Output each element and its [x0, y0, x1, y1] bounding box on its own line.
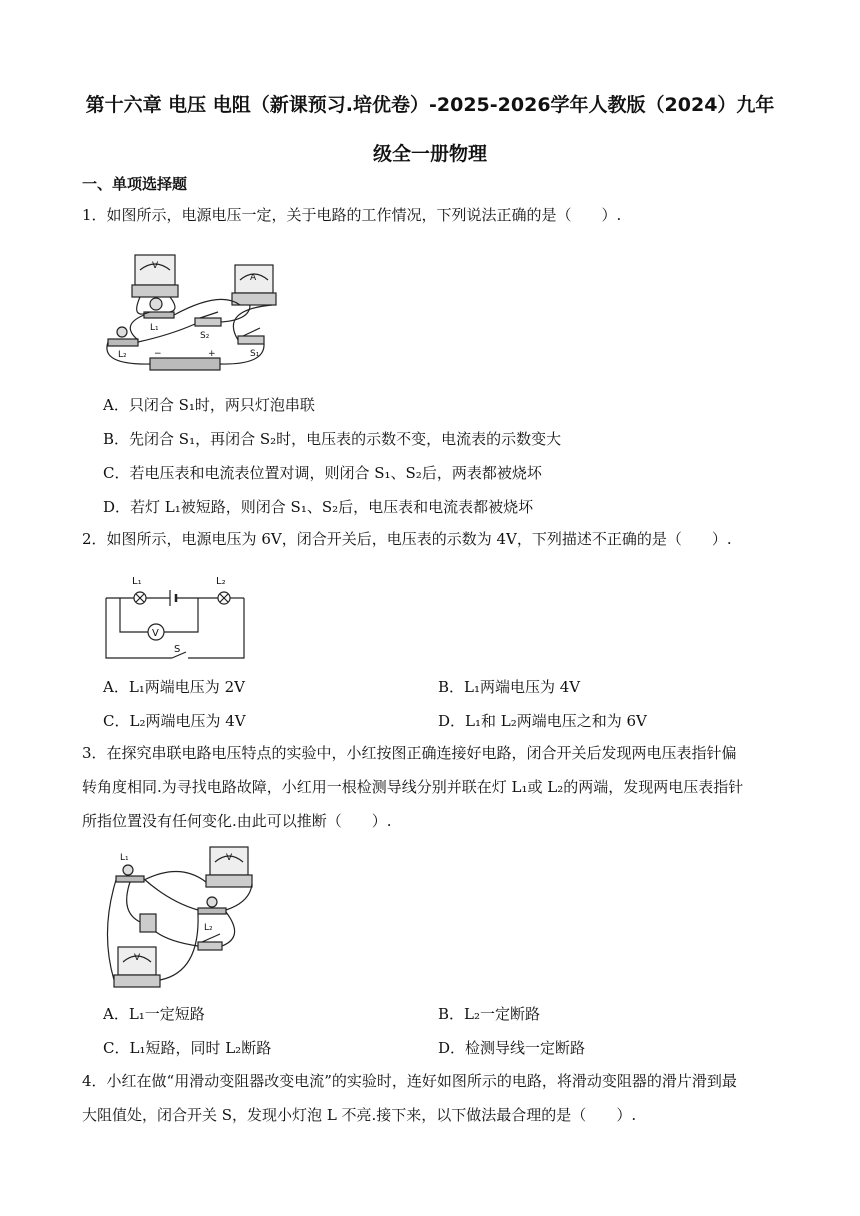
- q3-line1: 3．在探究串联电路电压特点的实验中，小红按图正确连接好电路，闭合开关后发现两电压表指针偏: [82, 744, 737, 762]
- q3-fig-label-v1: V: [226, 853, 233, 863]
- q1-fig-label-plus: +: [208, 349, 216, 359]
- q1-option-c: C．若电压表和电流表位置对调，则闭合 S₁、S₂后，两表都被烧坏: [103, 464, 542, 482]
- q2-circuit-figure: [100, 570, 250, 665]
- q4-line2: 大阻值处，闭合开关 S，发现小灯泡 L 不亮.接下来，以下做法最合理的是（ ）.: [82, 1106, 637, 1124]
- q1-fig-label-l1: L₁: [150, 323, 159, 333]
- q3-fig-label-l2: L₂: [204, 923, 213, 933]
- q3-fig-label-v2: V: [134, 953, 141, 963]
- q2-option-c: C．L₂两端电压为 4V: [103, 712, 246, 730]
- q2-fig-label-v: V: [152, 628, 159, 639]
- q2-option-a: A．L₁两端电压为 2V: [103, 678, 245, 696]
- q1-stem: 1．如图所示，电源电压一定，关于电路的工作情况，下列说法正确的是（ ）.: [82, 206, 622, 224]
- doc-title-line2: 级全一册物理: [372, 143, 487, 165]
- q1-fig-label-s2: S₂: [200, 331, 210, 341]
- q2-fig-label-l2: L₂: [216, 576, 226, 587]
- q1-option-d: D．若灯 L₁被短路，则闭合 S₁、S₂后，电压表和电流表都被烧坏: [103, 498, 534, 516]
- q3-line2: 转角度相同.为寻找电路故障，小红用一根检测导线分别并联在灯 L₁或 L₂的两端，发现两电压表指针: [82, 778, 744, 796]
- q1-fig-label-s1: S₁: [250, 349, 260, 359]
- q1-circuit-figure: [100, 240, 280, 375]
- q1-fig-label-l2: L₂: [118, 350, 127, 360]
- q2-fig-label-l1: L₁: [132, 576, 142, 587]
- q2-option-d: D．L₁和 L₂两端电压之和为 6V: [438, 712, 647, 730]
- q3-fig-label-l1: L₁: [120, 853, 129, 863]
- doc-title-line1: 第十六章 电压 电阻（新课预习.培优卷）-2025-2026学年人教版（2024）九年: [85, 94, 775, 116]
- q2-option-b: B．L₁两端电压为 4V: [438, 678, 581, 696]
- q3-option-a: A．L₁一定短路: [103, 1005, 205, 1023]
- q1-fig-label-a: A: [250, 273, 257, 283]
- q2-fig-label-s: S: [174, 644, 181, 655]
- q2-stem: 2．如图所示，电源电压为 6V，闭合开关后，电压表的示数为 4V，下列描述不正确的是（ ）.: [82, 530, 732, 548]
- q1-fig-label-v: V: [152, 261, 159, 271]
- q3-option-d: D．检测导线一定断路: [438, 1039, 586, 1057]
- q3-option-c: C．L₁短路，同时 L₂断路: [103, 1039, 272, 1057]
- q3-circuit-figure: [100, 842, 260, 992]
- q1-option-b: B．先闭合 S₁，再闭合 S₂时，电压表的示数不变，电流表的示数变大: [103, 430, 562, 448]
- q3-line3: 所指位置没有任何变化.由此可以推断（ ）.: [82, 812, 392, 830]
- section-heading: 一、单项选择题: [82, 175, 188, 193]
- q3-option-b: B．L₂一定断路: [438, 1005, 540, 1023]
- q1-fig-label-minus: −: [154, 349, 162, 359]
- q4-line1: 4．小红在做“用滑动变阻器改变电流”的实验时，连好如图所示的电路，将滑动变阻器的滑片滑到最: [82, 1072, 737, 1090]
- q1-option-a: A．只闭合 S₁时，两只灯泡串联: [103, 396, 315, 414]
